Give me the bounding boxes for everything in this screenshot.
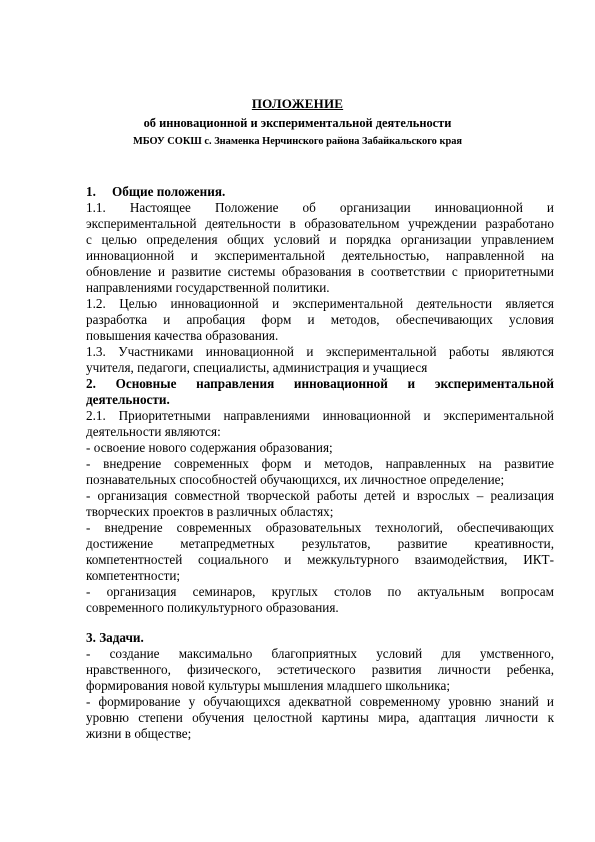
list-item: - освоение нового содержания образования;	[86, 440, 333, 455]
section-1-heading: 1. Общие положения.	[86, 184, 226, 199]
list-item: - организация совместной творческой работы детей и взрослых – реализация творческих проектов в различных областях;	[86, 488, 554, 519]
list-item: - внедрение современных форм и методов, направленных на развитие познавательных способностей обучающихся, их личностное определение;	[86, 456, 554, 487]
paragraph-2-1: 2.1. Приоритетными направлениями инновационной и экспериментальной деятельности являются:	[86, 408, 554, 439]
paragraph-1-3: 1.3. Участниками инновационной и экспериментальной работы являются учителя, педагоги, специалисты, администрация и учащиеся	[86, 344, 554, 375]
document-subtitle: об инновационной и экспериментальной деятельности	[143, 116, 452, 130]
spacer	[86, 616, 554, 630]
list-item: - формирование у обучающихся адекватной современному уровню знаний и уровню степени обучения целостной картины мира, адаптация личности к жизни в обществе;	[86, 694, 554, 741]
school-name: МБОУ СОКШ с. Знаменка Нерчинского района Забайкальского края	[132, 136, 463, 147]
paragraph-1-1: 1.1. Настоящее Положение об организации инновационной и экспериментальной деятельности в образовательном учреждении разработано с целью определения общих условий и порядка организации управлением инновационной и экспериментальной деятельностью, направленной на обновление и развитие системы образования в соответствии с приоритетными направлениями государственной политики.	[86, 200, 554, 295]
document-title: ПОЛОЖЕНИЕ	[251, 96, 344, 111]
list-item: - организация семинаров, круглых столов по актуальным вопросам современного поликультурного образования.	[86, 584, 554, 615]
list-item: - внедрение современных образовательных технологий, обеспечивающих достижение метапредметных результатов, развитие креативности, компетентностей социального и межкультурного взаимодействия, ИКТ- компетентности;	[86, 520, 554, 583]
section-2-heading: 2. Основные направления инновационной и экспериментальной деятельности.	[86, 376, 554, 407]
list-item: - создание максимально благоприятных условий для умственного, нравственного, физического, эстетического развития личности ребенка, формирования новой культуры мышления младшего школьника;	[86, 646, 554, 693]
section-3-heading: 3. Задачи.	[86, 630, 144, 645]
document-body	[86, 184, 554, 742]
paragraph-1-2: 1.2. Целью инновационной и экспериментальной деятельности является разработка и апробация форм и методов, обеспечивающих условия повышения качества образования.	[86, 296, 554, 343]
